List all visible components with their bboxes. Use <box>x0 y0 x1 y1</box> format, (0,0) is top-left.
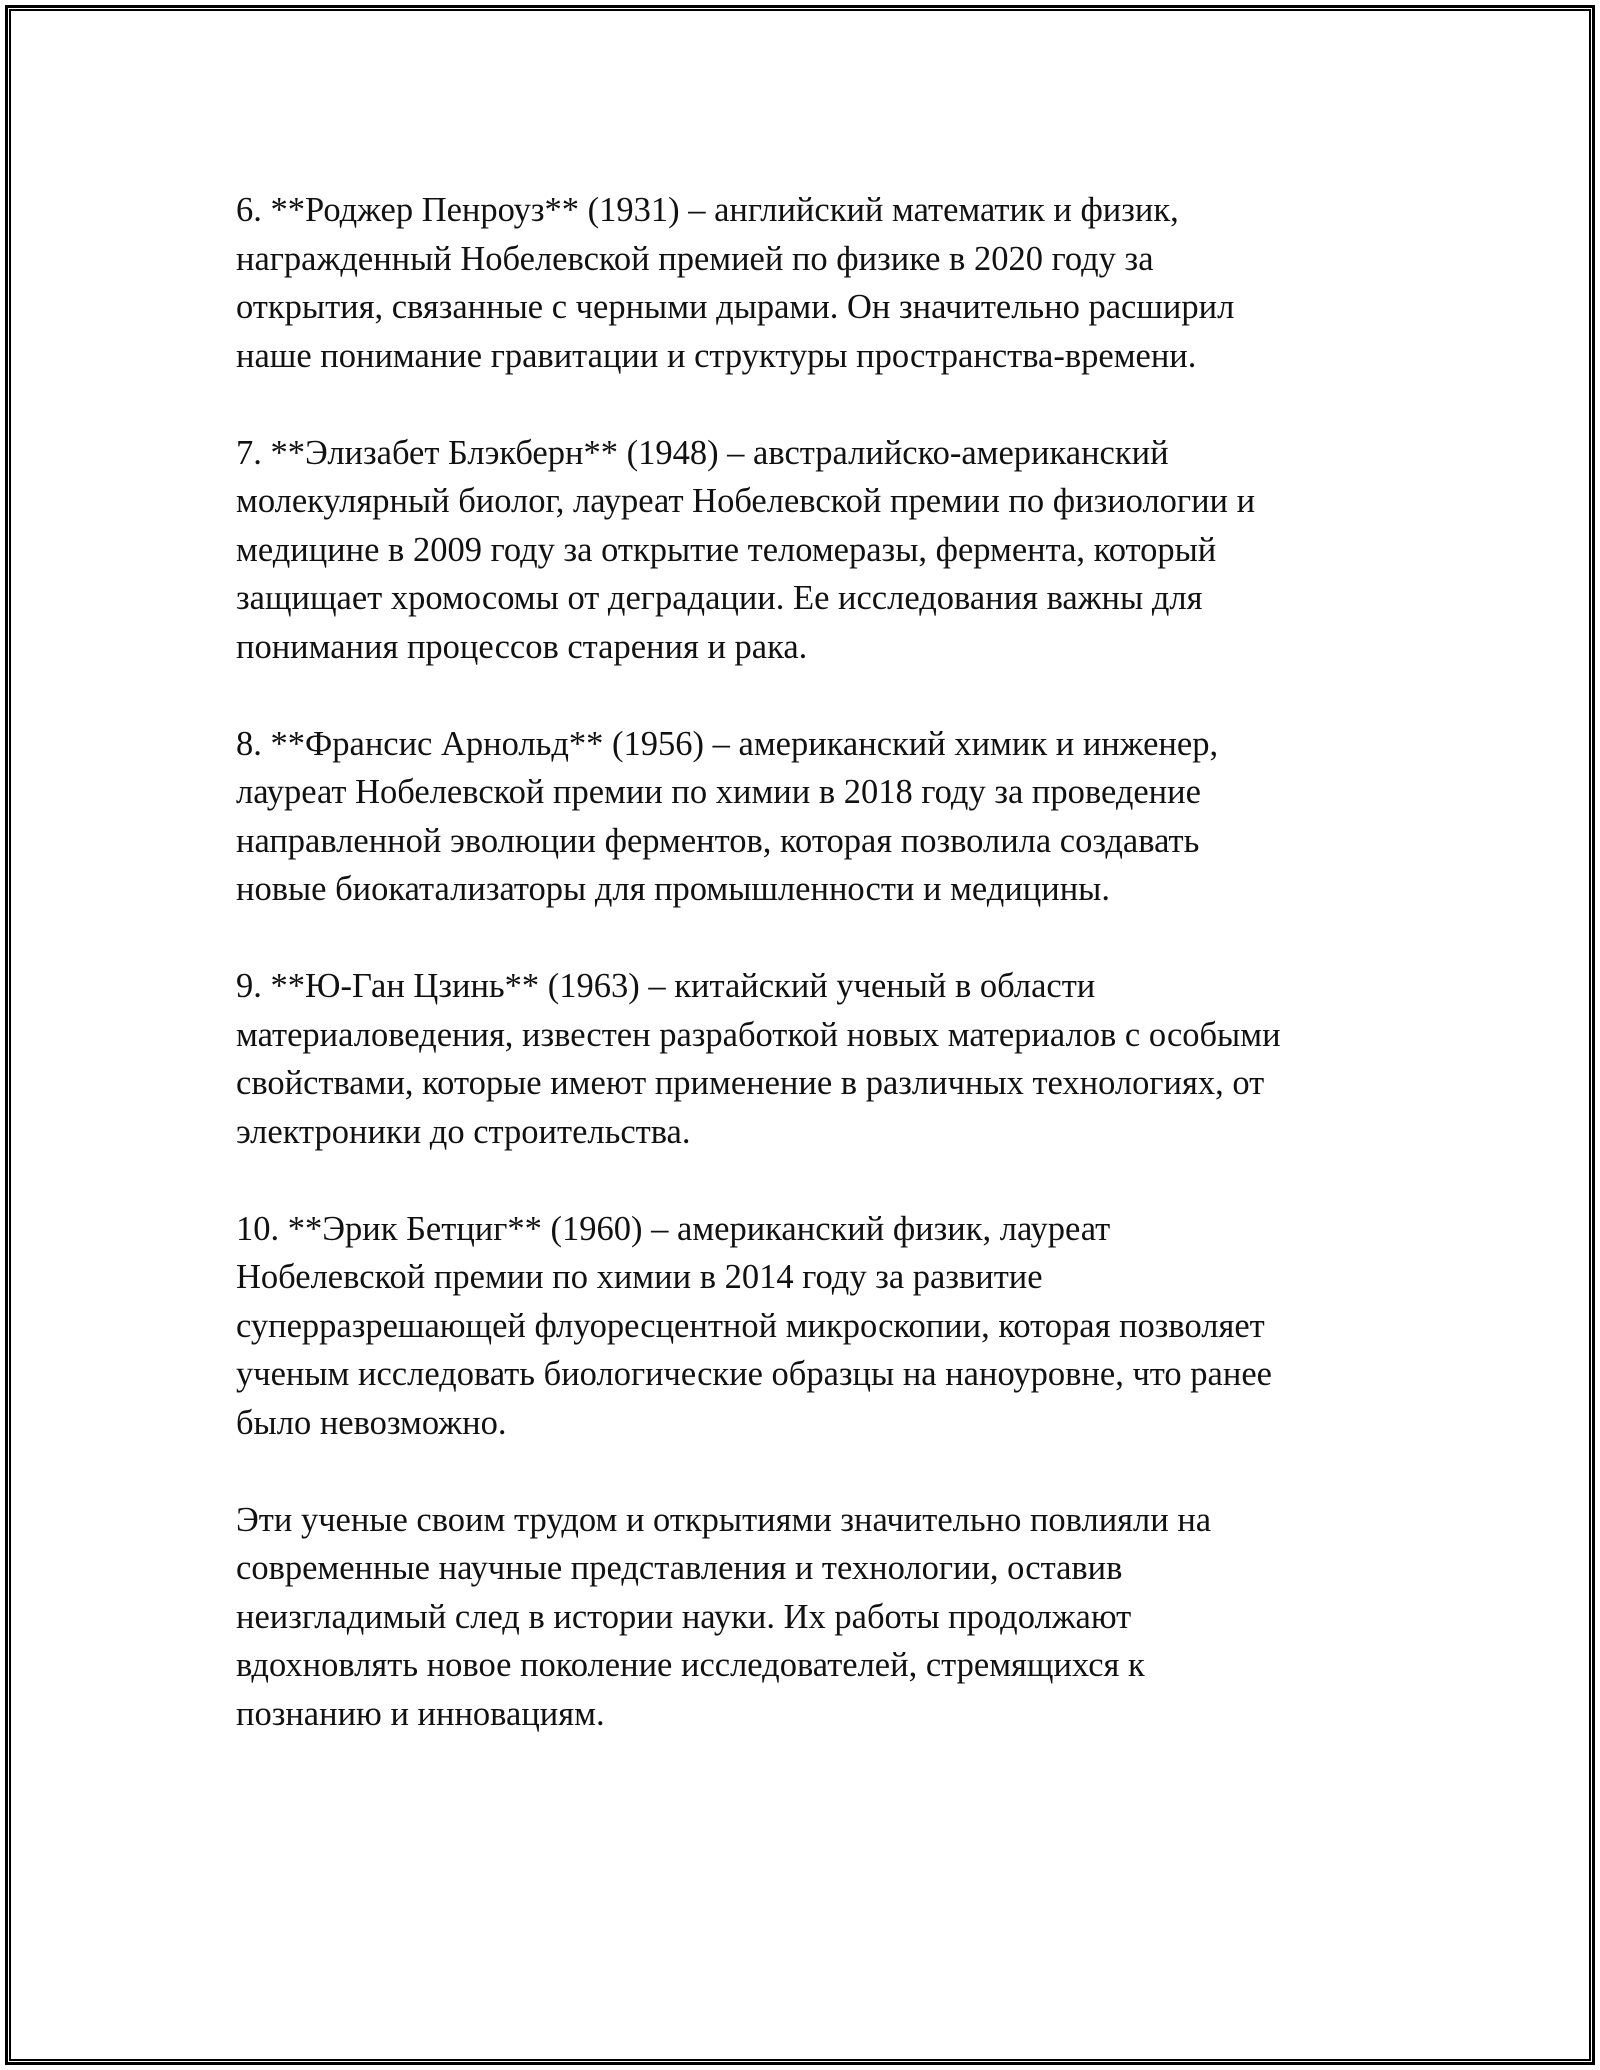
text-line: Эти ученые своим трудом и открытиями значительно повлияли на <box>236 1500 1212 1539</box>
text-line: лауреат Нобелевской премии по химии в 2018 году за проведение <box>236 773 1201 811</box>
text-line: неизгладимый след в истории науки. Их работы продолжают <box>236 1597 1132 1636</box>
text-line: 10. **Эрик Бетциг** (1960) – американский физик, лауреат <box>236 1209 1111 1248</box>
text-line: вдохновлять новое поколение исследователей, стремящихся к <box>236 1646 1145 1684</box>
text-line: защищает хромосомы от деградации. Ее исследования важны для <box>236 579 1203 617</box>
text-line: открытия, связанные с черными дырами. Он значительно расширил <box>236 288 1235 326</box>
paragraph-scientist-7 <box>236 429 1396 672</box>
text-line: ученым исследовать биологические образцы на наноуровне, что ранее <box>236 1355 1272 1393</box>
text-line: современные научные представления и технологии, оставив <box>236 1549 1123 1587</box>
text-line: медицине в 2009 году за открытие теломеразы, фермента, который <box>236 530 1217 569</box>
paragraph-scientist-8 <box>236 720 1396 914</box>
text-line: познанию и инновациям. <box>236 1694 605 1733</box>
text-line: 9. **Ю-Ган Цзинь** (1963) – китайский ученый в области <box>236 967 1096 1005</box>
text-line: свойствами, которые имеют применение в различных технологиях, от <box>236 1064 1265 1102</box>
text-line: новые биокатализаторы для промышленности и медицины. <box>236 870 1110 908</box>
text-line: суперразрешающей флуоресцентной микроскопии, которая позволяет <box>236 1306 1265 1345</box>
text-line: 8. **Франсис Арнольд** (1956) – американский химик и инженер, <box>236 724 1219 763</box>
text-line: понимания процессов старения и рака. <box>236 627 808 666</box>
text-line: награжденный Нобелевской премией по физике в 2020 году за <box>236 239 1154 278</box>
text-line: 6. **Роджер Пенроуз** (1931) – английский математик и физик, <box>236 191 1179 229</box>
text-line: направленной эволюции ферментов, которая позволила создавать <box>236 821 1200 860</box>
paragraph-scientist-10 <box>236 1205 1396 1448</box>
document-body <box>236 186 1396 1787</box>
text-line: 7. **Элизабет Блэкберн** (1948) – австралийско-американский <box>236 433 1169 472</box>
text-line: Нобелевской премии по химии в 2014 году за развитие <box>236 1258 1043 1296</box>
paragraph-scientist-9 <box>236 962 1396 1156</box>
text-line: материаловедения, известен разработкой новых материалов с особыми <box>236 1015 1281 1054</box>
text-line: было невозможно. <box>236 1403 507 1442</box>
paragraph-scientist-6 <box>236 186 1396 380</box>
text-line: электроники до строительства. <box>236 1112 691 1151</box>
text-line: молекулярный биолог, лауреат Нобелевской премии по физиологии и <box>236 482 1256 520</box>
paragraph-conclusion <box>236 1496 1396 1739</box>
text-line: наше понимание гравитации и структуры пространства-времени. <box>236 336 1197 375</box>
